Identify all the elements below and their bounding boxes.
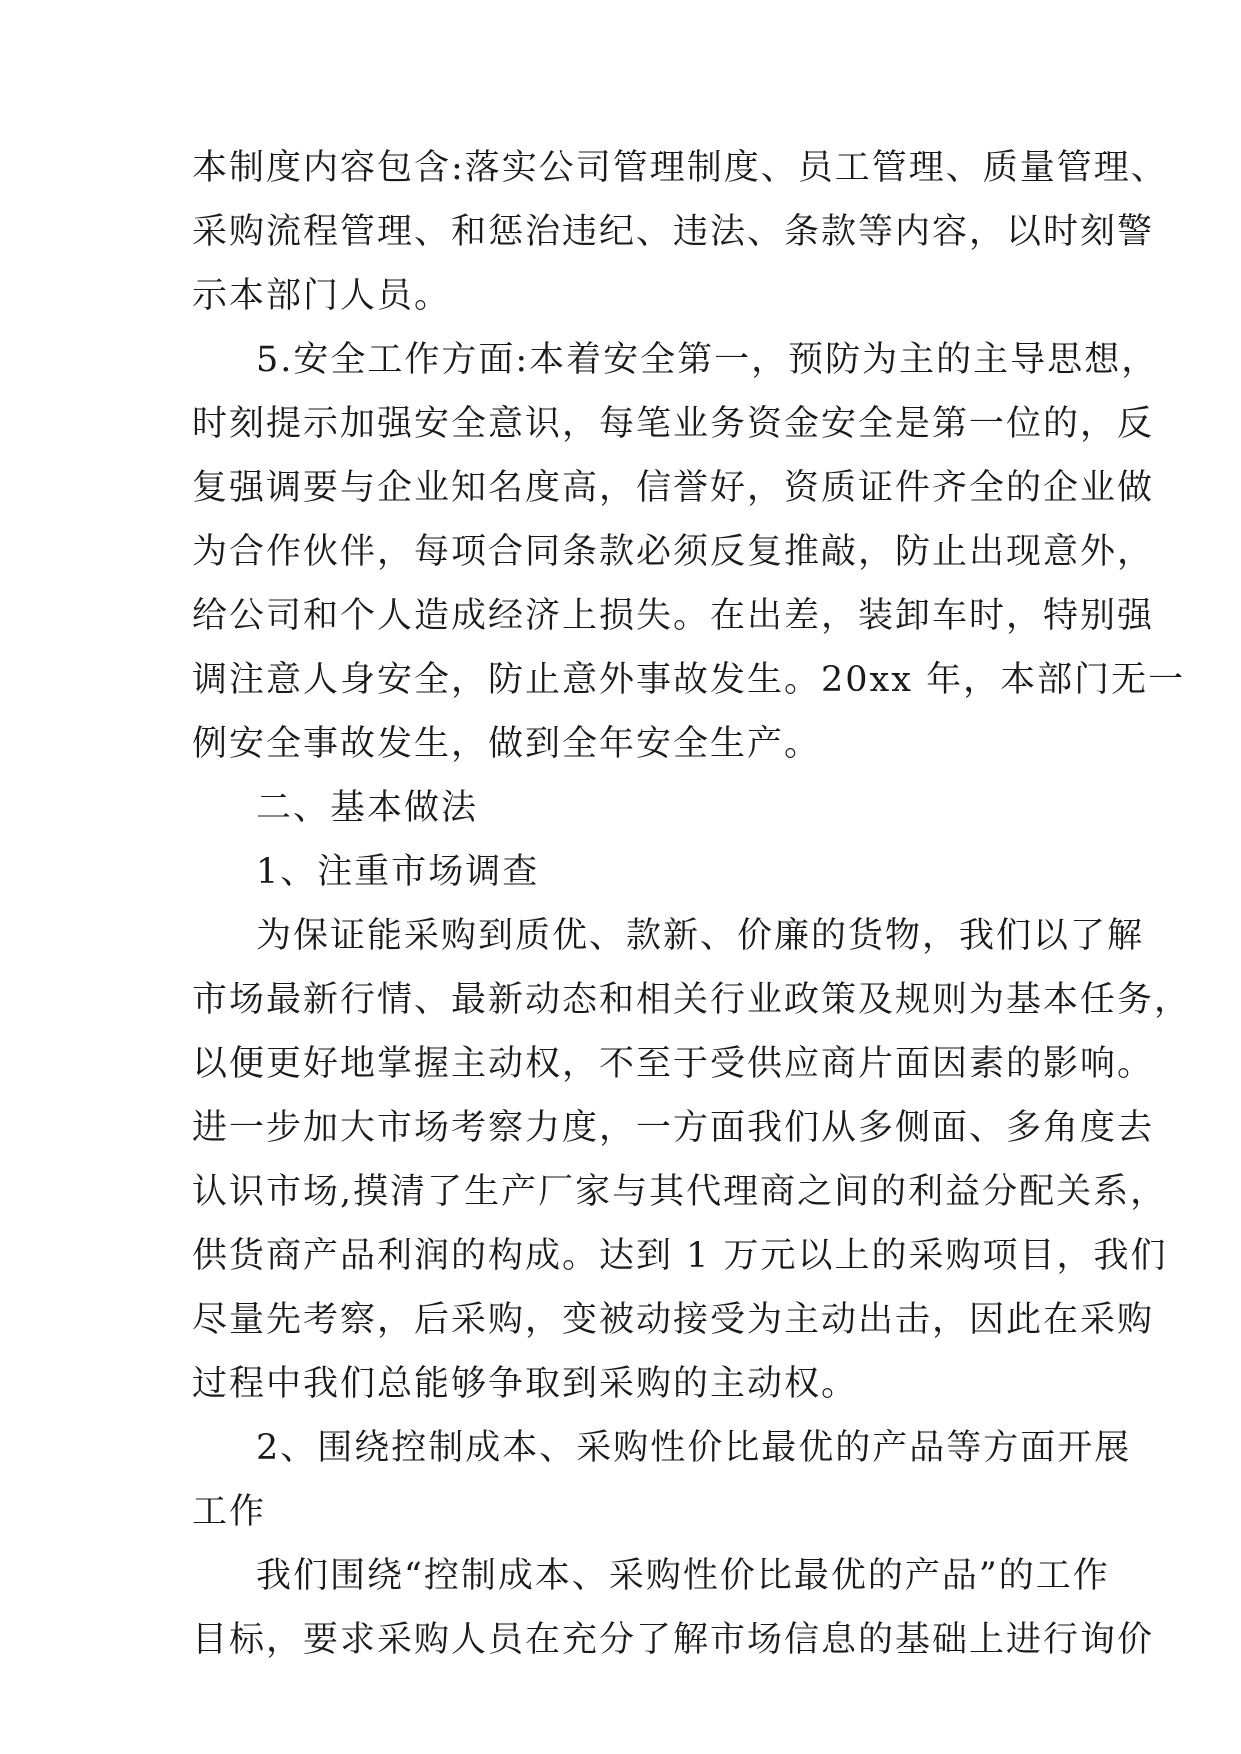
text-line: 尽量先考察，后采购，变被动接受为主动出击，因此在采购: [192, 1300, 1155, 1340]
text-line: 进一步加大市场考察力度，一方面我们从多侧面、多角度去: [192, 1108, 1155, 1148]
section-heading: 二、基本做法: [256, 788, 479, 828]
subsection-heading-continued: 工作: [192, 1492, 267, 1532]
text-line: 调注意人身安全，防止意外事故发生。20xx 年，本部门无一: [192, 660, 1186, 700]
text-line: 给公司和个人造成经济上损失。在出差，装卸车时，特别强: [192, 596, 1155, 636]
text-line: 复强调要与企业知名度高，信誉好，资质证件齐全的企业做: [192, 468, 1155, 508]
text-line: 示本部门人员。: [192, 276, 452, 316]
subsection-heading: 1、注重市场调查: [256, 852, 540, 892]
text-line: 例安全事故发生，做到全年安全生产。: [192, 724, 822, 764]
text-line: 市场最新行情、最新动态和相关行业政策及规则为基本任务，: [192, 980, 1192, 1020]
subsection-heading: 2、围绕控制成本、采购性价比最优的产品等方面开展: [256, 1428, 1132, 1468]
text-line: 采购流程管理、和惩治违纪、违法、条款等内容，以时刻警: [192, 212, 1155, 252]
text-line: 目标，要求采购人员在充分了解市场信息的基础上进行询价: [192, 1620, 1155, 1660]
text-line: 以便更好地掌握主动权，不至于受供应商片面因素的影响。: [192, 1044, 1155, 1084]
text-line: 为保证能采购到质优、款新、价廉的货物，我们以了解: [256, 916, 1145, 956]
text-line: 为合作伙伴，每项合同条款必须反复推敲，防止出现意外，: [192, 532, 1155, 572]
text-line: 我们围绕“控制成本、采购性价比最优的产品”的工作: [256, 1556, 1110, 1596]
text-line: 时刻提示加强安全意识，每笔业务资金安全是第一位的，反: [192, 404, 1155, 444]
text-line: 供货商产品利润的构成。达到 1 万元以上的采购项目，我们: [192, 1236, 1168, 1276]
text-line: 5.安全工作方面:本着安全第一，预防为主的主导思想，: [256, 340, 1159, 380]
text-line: 认识市场,摸清了生产厂家与其代理商之间的利益分配关系，: [192, 1172, 1168, 1212]
text-line: 本制度内容包含:落实公司管理制度、员工管理、质量管理、: [192, 148, 1168, 188]
text-line: 过程中我们总能够争取到采购的主动权。: [192, 1364, 859, 1404]
